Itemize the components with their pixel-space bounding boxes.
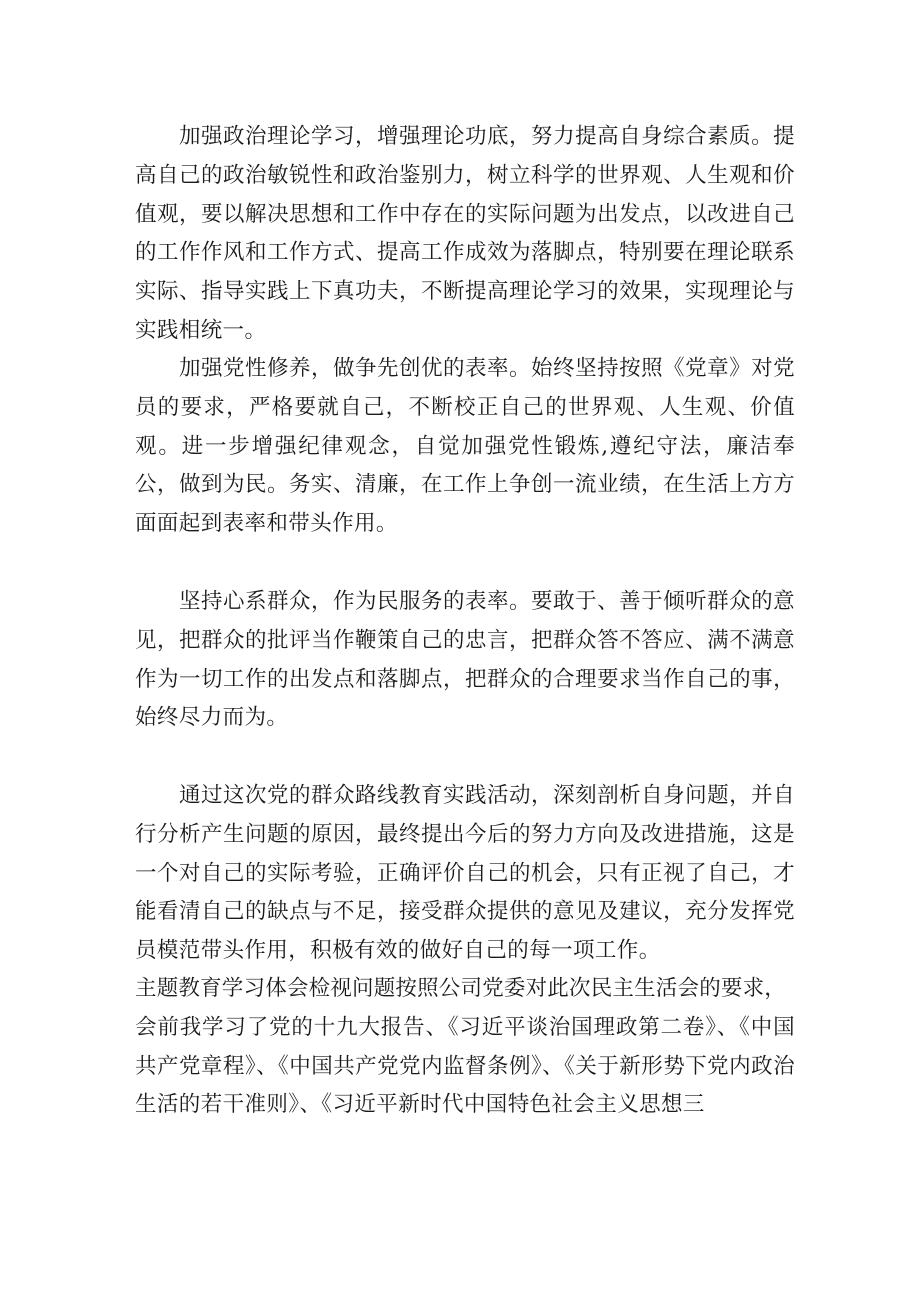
section-study-reflection xyxy=(135,970,795,1125)
section-body: 会前我学习了党的十九大报告、《习近平谈治国理政第二卷》、《中国共产党章程》、《中国共产党党内监督条例》、《关于新形势下党内政治生活的若干准则》、《习近平新时代中国特色社会主义思想三 xyxy=(135,1014,795,1118)
paragraph-political-study: 加强政治理论学习，增强理论功底，努力提高自身综合素质。提高自己的政治敏锐性和政治鉴别力，树立科学的世界观、人生观和价值观，要以解决思想和工作中存在的实际问题为出发点，以改进自己的工作作风和工作方式、提高工作成效为落脚点，特别要在理论联系实际、指导实践上下真功夫，不断提高理论学习的效果，实现理论与实践相统一。 xyxy=(135,124,795,343)
paragraph-serve-masses: 坚持心系群众，作为民服务的表率。要敢于、善于倾听群众的意见，把群众的批评当作鞭策自己的忠言，把群众答不答应、满不满意作为一切工作的出发点和落脚点，把群众的合理要求当作自己的事，始终尽力而为。 xyxy=(135,589,795,731)
paragraph-party-spirit: 加强党性修养，做争先创优的表率。始终坚持按照《党章》对党员的要求，严格要就自己，不断校正自己的世界观、人生观、价值观。进一步增强纪律观念，自觉加强党性锻炼,遵纪守法，廉洁奉公，做到为民。务实、清廉，在工作上争创一流业绩，在生活上方方面面起到表率和带头作用。 xyxy=(135,356,795,537)
section-heading: 主题教育学习体会检视问题按照公司党委对此次民主生活会的要求， xyxy=(135,976,787,1001)
paragraph-self-examination: 通过这次党的群众路线教育实践活动，深刻剖析自身问题，并自行分析产生问题的原因，最终提出今后的努力方向及改进措施，这是一个对自己的实际考验，正确评价自己的机会，只有正视了自己，才能看清自己的缺点与不足，接受群众提供的意见及建议，充分发挥党员模范带头作用，积极有效的做好自己的每一项工作。 xyxy=(135,783,795,964)
